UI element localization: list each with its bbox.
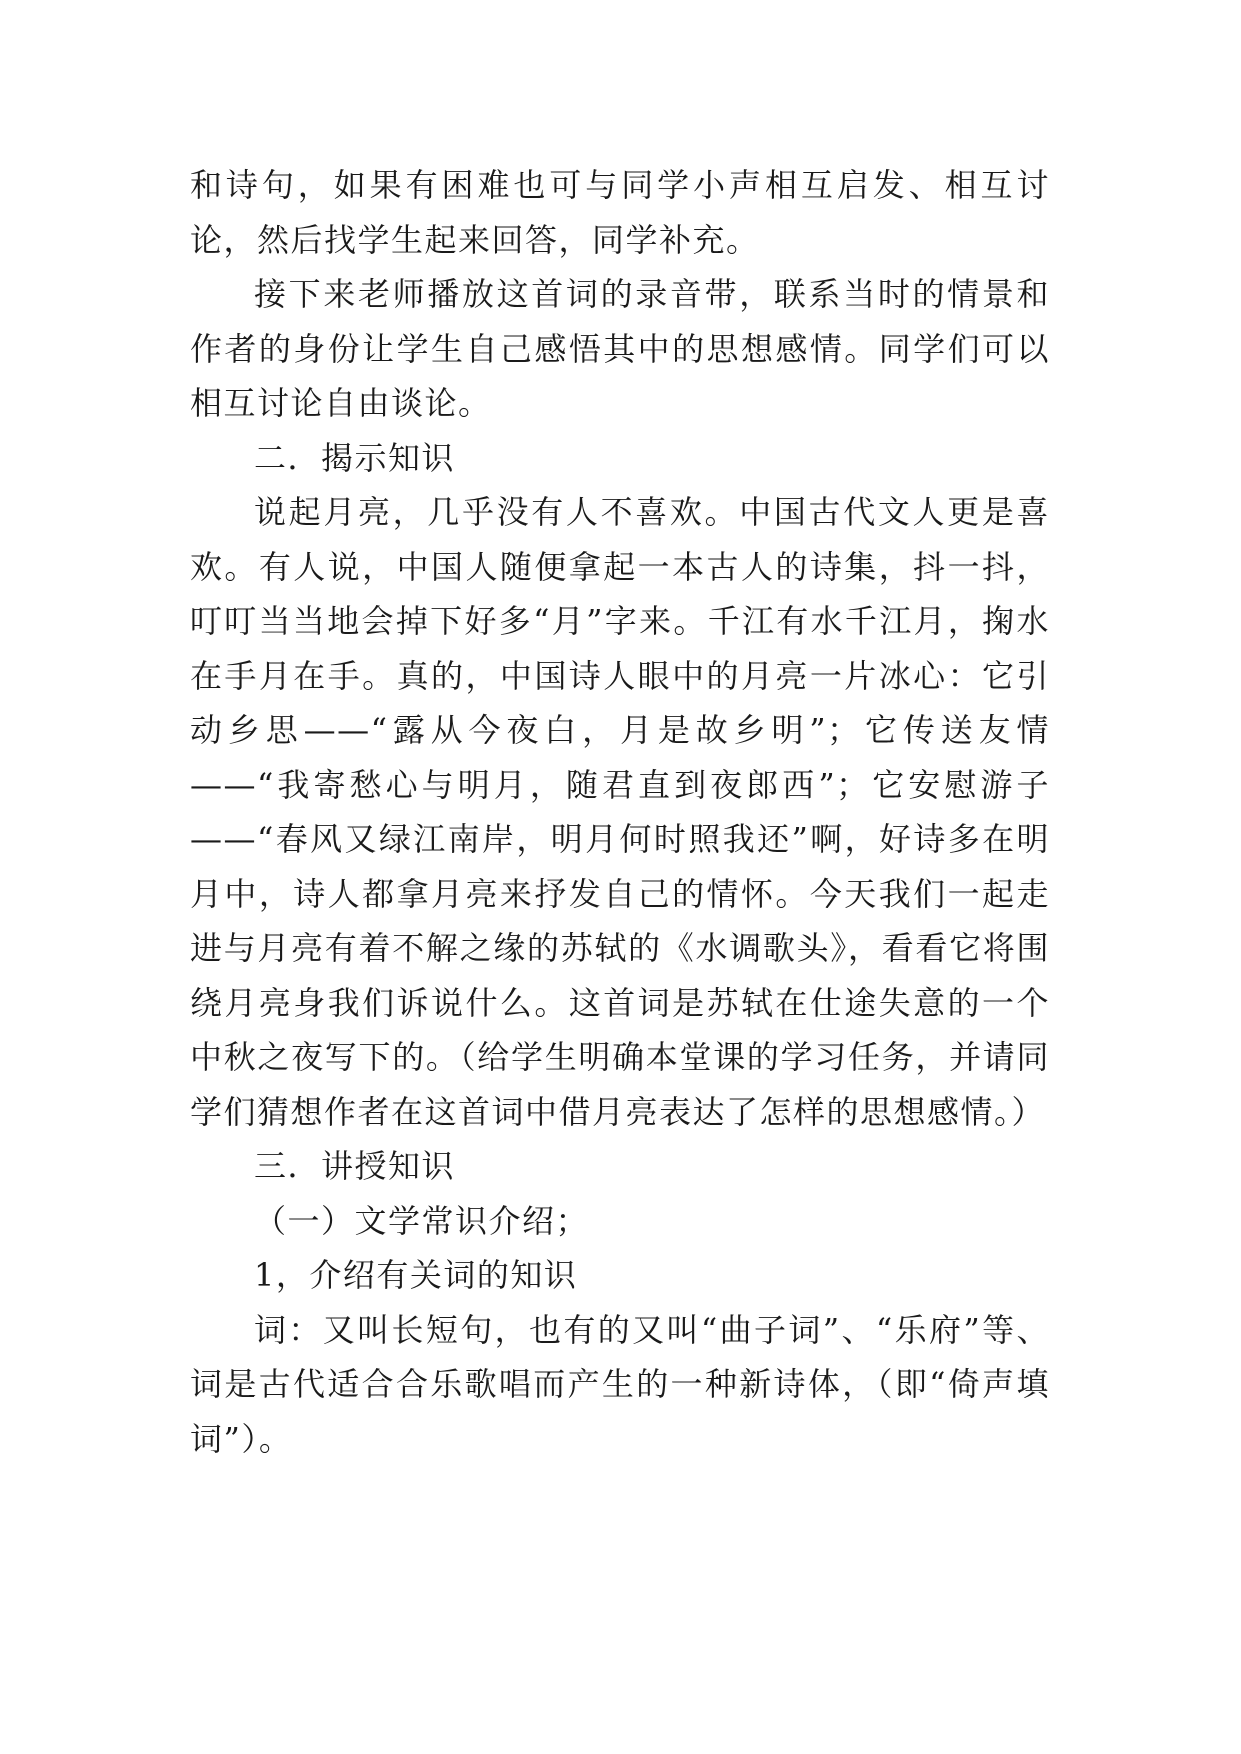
paragraph-ci-definition: 词：又叫长短句，也有的又叫“曲子词”、“乐府”等、词是古代适合合乐歌唱而产生的一种新诗体，（即“倚声填词”）。 <box>190 1310 1050 1458</box>
section-heading-teach-knowledge: 三．讲授知识 <box>254 1147 456 1185</box>
section-heading-reveal-knowledge: 二．揭示知识 <box>254 438 456 477</box>
paragraph-continuation: 和诗句，如果有困难也可与同学小声相互启发、相互讨论，然后找学生起来回答，同学补充。 <box>190 166 1050 259</box>
paragraph-recording: 接下来老师播放这首词的录音带，联系当时的情景和作者的身份让学生自己感悟其中的思想感情。同学们可以相互讨论自由谈论。 <box>190 275 1050 422</box>
subsection-heading-literary-knowledge: （一）文学常识介绍； <box>254 1201 590 1240</box>
document-body <box>190 158 1050 1466</box>
list-item-ci-knowledge: 1，介绍有关词的知识 <box>254 1256 578 1294</box>
paragraph-moon-introduction: 说起月亮，几乎没有人不喜欢。中国古代文人更是喜欢。有人说，中国人随便拿起一本古人的诗集，抖一抖，叮叮当当地会掉下好多“月”字来。千江有水千江月，掬水在手月在手。真的，中国诗人眼中的月亮一片冰心：它引动乡思——“露从今夜白，月是故乡明”；它传送友情——“我寄愁心与明月，随君直到夜郎西”；它安慰游子——“春风又绿江南岸，明月何时照我还”啊，好诗多在明月中，诗人都拿月亮来抒发自己的情怀。今天我们一起走进与月亮有着不解之缘的苏轼的《水调歌头》，看看它将围绕月亮身我们诉说什么。这首词是苏轼在仕途失意的一个中秋之夜写下的。（给学生明确本堂课的学习任务，并请同学们猜想作者在这首词中借月亮表达了怎样的思想感情。） <box>190 493 1050 1131</box>
